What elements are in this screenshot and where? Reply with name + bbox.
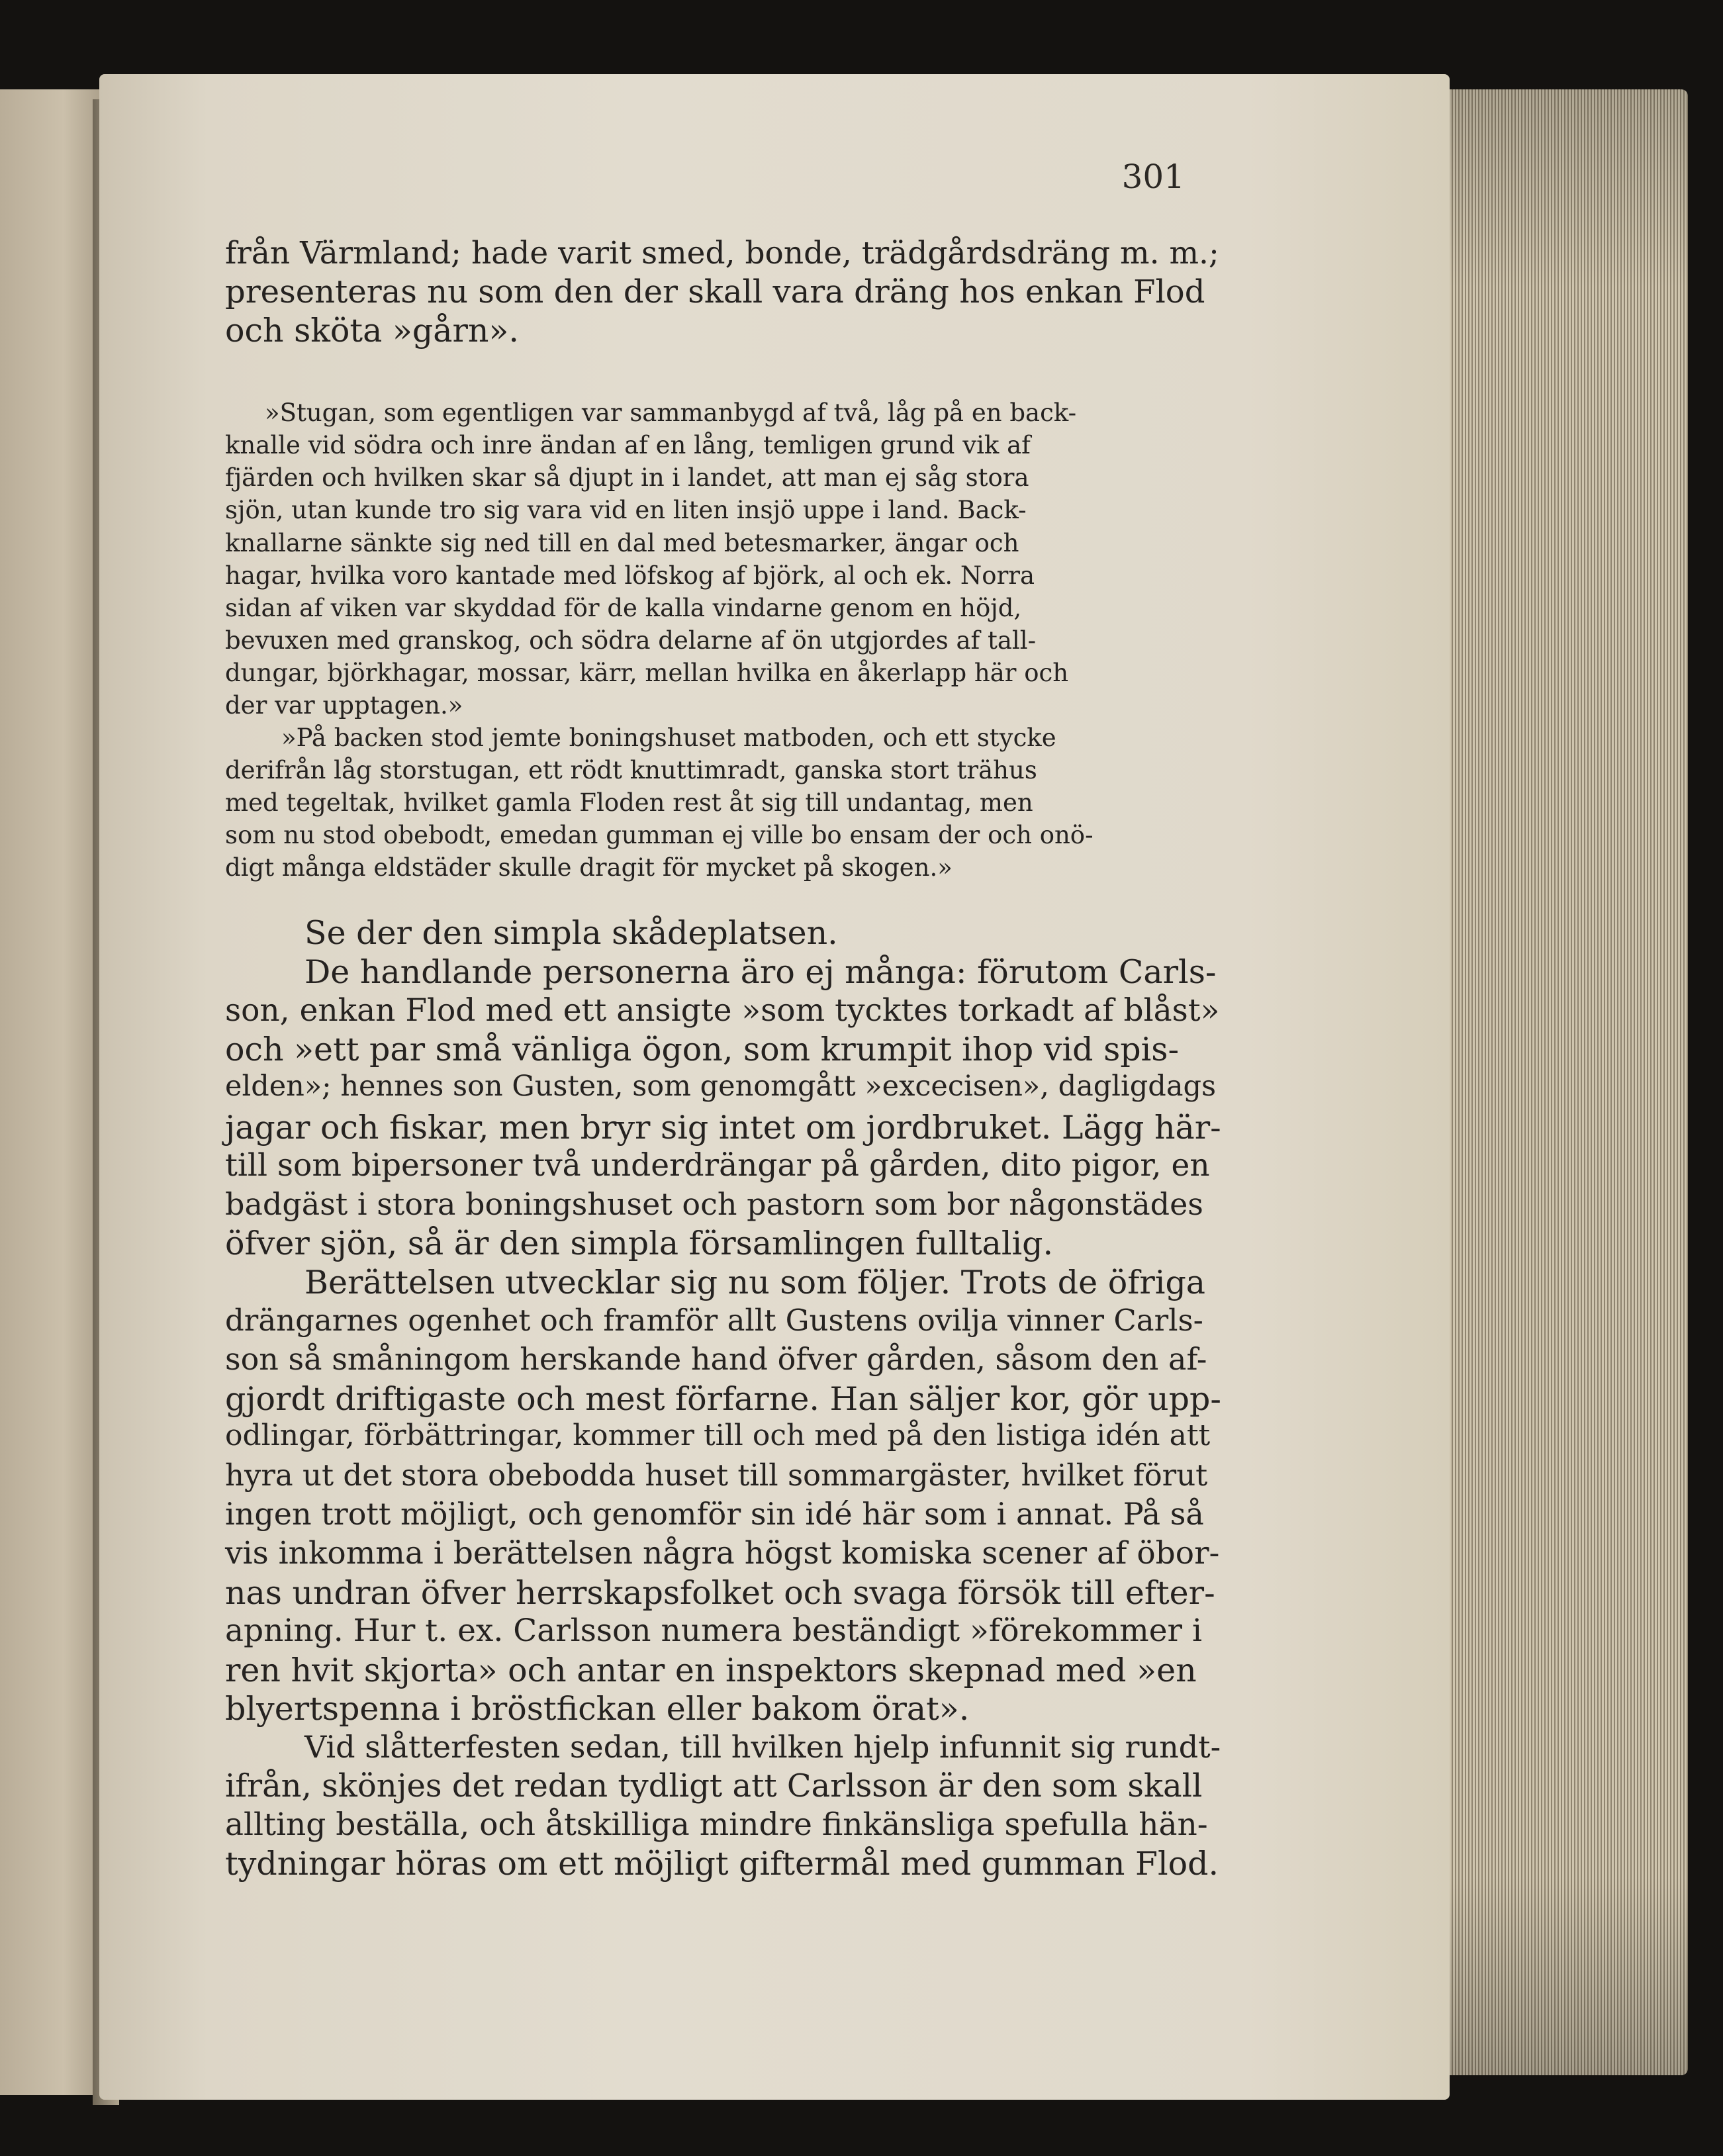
page-number: 301 (1121, 158, 1185, 196)
text-line: De handlande personerna äro ej många: förutom Carls- (304, 953, 1217, 991)
text-line: som nu stod obebodt, emedan gumman ej ville bo ensam der och onö- (225, 821, 1094, 849)
text-line: odlingar, förbättringar, kommer till och med på den listiga idén att (225, 1419, 1211, 1452)
text-line: knallarne sänkte sig ned till en dal med betesmarker, ängar och (225, 529, 1019, 557)
text-line: apning. Hur t. ex. Carlsson numera beständigt »förekommer i (225, 1613, 1202, 1649)
text-line: ifrån, skönjes det redan tydligt att Carlsson är den som skall (225, 1767, 1203, 1804)
text-line: ingen trott möjligt, och genomför sin idé här som i annat. På så (225, 1496, 1204, 1532)
text-line: med tegeltak, hvilket gamla Floden rest åt sig till undantag, men (225, 788, 1033, 817)
text-line: Se der den simpla skådeplatsen. (304, 914, 838, 952)
left-page-edge (0, 89, 106, 2095)
text-line: knalle vid södra och inre ändan af en lång, temligen grund vik af (225, 431, 1031, 459)
text-line: bevuxen med granskog, och södra delarne af ön utgjordes af tall- (225, 626, 1037, 655)
text-line: drängarnes ogenhet och framför allt Gustens ovilja vinner Carls- (225, 1303, 1203, 1338)
text-line: digt många eldstäder skulle dragit för mycket på skogen.» (225, 853, 953, 882)
text-line: allting beställa, och åtskilliga mindre finkänsliga spefulla hän- (225, 1806, 1208, 1843)
page-stack-shade (1450, 89, 1688, 2075)
text-line: öfver sjön, så är den simpla församlingen fulltalig. (225, 1225, 1054, 1262)
text-line: nas undran öfver herrskapsfolket och svaga försök till efter- (225, 1574, 1215, 1612)
text-line: sidan af viken var skyddad för de kalla vindarne genom en höjd, (225, 594, 1022, 622)
text-line: Berättelsen utvecklar sig nu som följer. Trots de öfriga (304, 1264, 1206, 1301)
text-line: dungar, björkhagar, mossar, kärr, mellan hvilka en åkerlapp här och (225, 659, 1069, 687)
text-line: blyertspenna i bröstfickan eller bakom örat». (225, 1690, 970, 1728)
text-line: jagar och fiskar, men bryr sig intet om jordbruket. Lägg här- (225, 1109, 1221, 1147)
text-line: badgäst i stora boningshuset och pastorn som bor någonstädes (225, 1186, 1203, 1222)
text-line: vis inkomma i berättelsen några högst komiska scener af öbor- (225, 1535, 1220, 1571)
text-line: hyra ut det stora obebodda huset till sommargäster, hvilket förut (225, 1458, 1208, 1493)
text-line: son, enkan Flod med ett ansigte »som tycktes torkadt af blåst» (225, 992, 1220, 1029)
text-line: ren hvit skjorta» och antar en inspektors skepnad med »en (225, 1652, 1197, 1689)
text-line: och sköta »gårn». (225, 312, 519, 350)
text-line: elden»; hennes son Gusten, som genomgått »excecisen», dagligdags (225, 1070, 1217, 1103)
text-line: der var upptagen.» (225, 691, 463, 720)
text-line: gjordt driftigaste och mest förfarne. Han säljer kor, gör upp- (225, 1380, 1221, 1418)
text-line: presenteras nu som den der skall vara dräng hos enkan Flod (225, 273, 1205, 310)
text-line: sjön, utan kunde tro sig vara vid en liten insjö uppe i land. Back- (225, 496, 1027, 524)
text-line: från Värmland; hade varit smed, bonde, trädgårdsdräng m. m.; (225, 235, 1219, 271)
text-line: »Stugan, som egentligen var sammanbygd af två, låg på en back- (265, 398, 1077, 427)
text-line: son så småningom herskande hand öfver gården, såsom den af- (225, 1341, 1207, 1377)
text-line: tydningar höras om ett möjligt giftermål med gumman Flod. (225, 1845, 1219, 1883)
text-line: »På backen stod jemte boningshuset matboden, och ett stycke (281, 724, 1056, 752)
text-line: hagar, hvilka voro kantade med löfskog af björk, al och ek. Norra (225, 561, 1035, 590)
text-line: fjärden och hvilken skar så djupt in i landet, att man ej såg stora (225, 463, 1029, 492)
text-line: derifrån låg storstugan, ett rödt knuttimradt, ganska stort trähus (225, 756, 1037, 784)
text-line: till som bipersoner två underdrängar på gården, dito pigor, en (225, 1147, 1210, 1184)
text-line: och »ett par små vänliga ögon, som krumpit ihop vid spis- (225, 1031, 1180, 1068)
text-line: Vid slåtterfesten sedan, till hvilken hjelp infunnit sig rundt- (304, 1729, 1221, 1765)
